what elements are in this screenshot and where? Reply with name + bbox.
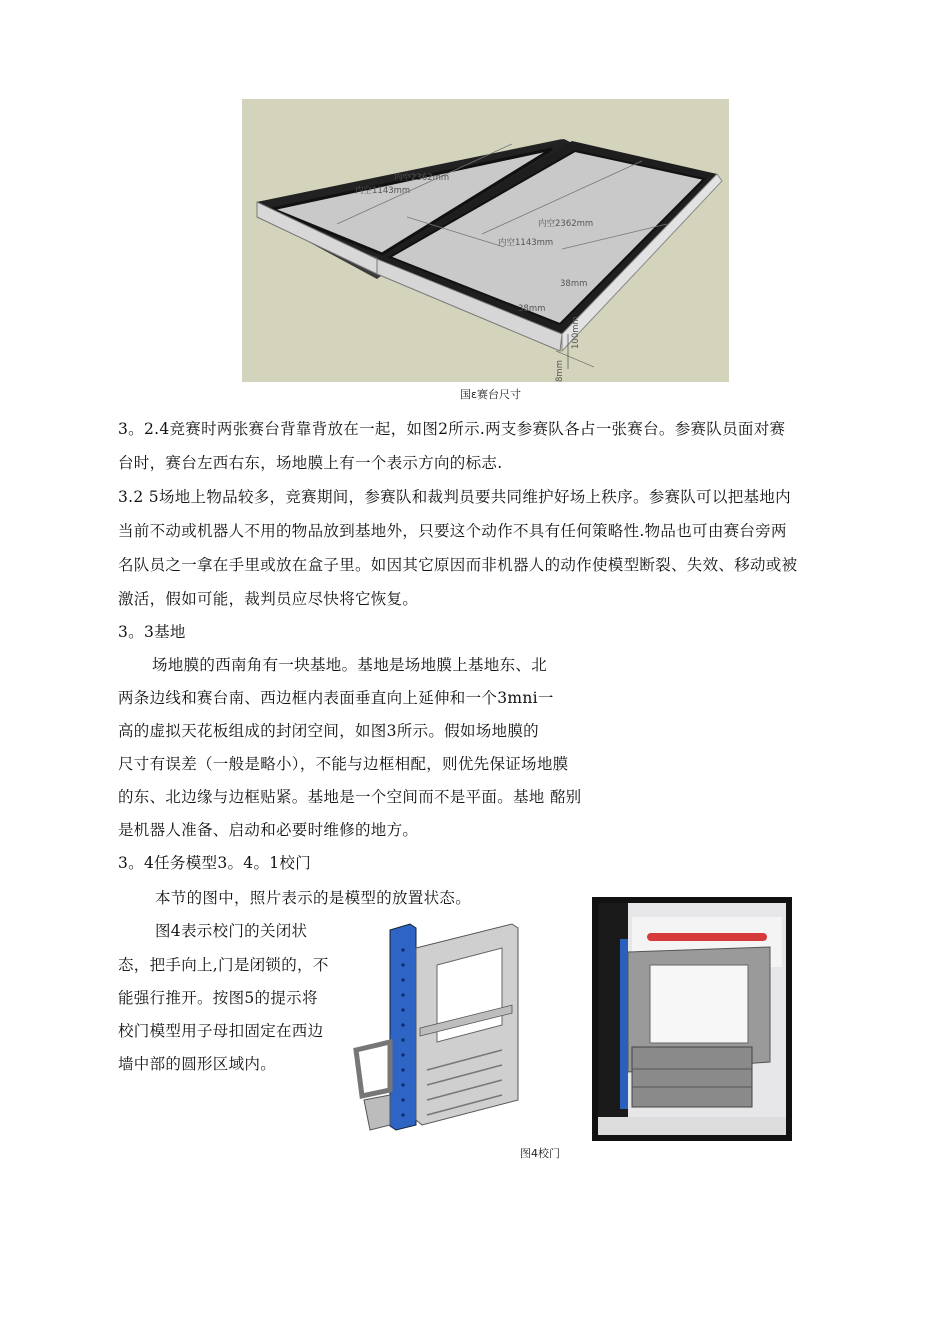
paragraph-line: 台时，赛台左西右东，场地膜上有一个表示方向的标志.	[118, 454, 503, 472]
paragraph-line: 激活，假如可能，裁判员应尽快将它恢复。	[118, 590, 419, 608]
paragraph-line: 能强行推开。按图5的提示将	[118, 989, 318, 1007]
label-inner-left-long: 内空2362mm	[394, 173, 450, 183]
label-inner-right-short: 内空1143mm	[498, 238, 554, 248]
paragraph-line: 两条边线和赛台南、西边框内表面垂直向上延伸和一个3mni一	[118, 689, 554, 707]
paragraph-line: 高的虚拟天花板组成的封闭空间，如图3所示。假如场地膜的	[118, 722, 539, 740]
label-wall-b: 38mm	[518, 304, 546, 314]
paragraph-line: 尺寸有误差（一般是略小），不能与边框相配，则优先保证场地膜	[118, 755, 569, 773]
paragraph-line: 场地膜的西南角有一块基地。基地是场地膜上基地东、北	[152, 656, 548, 674]
paragraph-line: 本节的图中，照片表示的是模型的放置状态。	[155, 889, 472, 907]
section-heading: 3。3基地	[118, 623, 186, 641]
paragraph-line: 图4表示校门的关闭状	[155, 922, 308, 940]
label-inner-right-long: 内空2362mm	[538, 219, 594, 229]
figure1-caption: 国ε赛台尺寸	[460, 388, 521, 401]
paragraph-line: 当前不动或机器人不用的物品放到基地外，只要这个动作不具有任何策略性.物品也可由赛台旁两	[118, 522, 787, 540]
table-figure	[242, 99, 729, 382]
gate-model-drawing	[352, 920, 532, 1132]
label-base: 8mm	[555, 360, 565, 382]
gate-photo	[592, 897, 792, 1141]
paragraph-line: 的东、北边缘与边框贴紧。基地是一个空间而不是平面。基地 酩别	[118, 788, 582, 806]
figure4-caption: 图4校门	[520, 1147, 560, 1160]
paragraph-line: 是机器人准备、启动和必要时维修的地方。	[118, 821, 419, 839]
paragraph-line: 校门模型用子母扣固定在西边	[118, 1022, 324, 1040]
table-diagram	[242, 99, 729, 382]
paragraph-line: 3。2.4竞赛时两张赛台背靠背放在一起，如图2所示.两支参赛队各占一张赛台。参赛队员面对赛	[118, 420, 786, 438]
label-height: 100mm	[571, 316, 581, 349]
label-inner-left-short: 内空1143mm	[355, 186, 411, 196]
paragraph-line: 3.2 5场地上物品较多，竞赛期间，参赛队和裁判员要共同维护好场上秩序。参赛队可以把基地内	[118, 488, 791, 506]
paragraph-line: 墙中部的圆形区域内。	[118, 1055, 277, 1073]
paragraph-line: 态，把手向上,门是闭锁的，不	[118, 956, 329, 974]
paragraph-line: 名队员之一拿在手里或放在盒子里。如因其它原因而非机器人的动作使模型断裂、失效、移动或被	[118, 556, 798, 574]
label-wall-a: 38mm	[560, 279, 588, 289]
section-heading: 3。4任务模型3。4。1校门	[118, 854, 312, 872]
